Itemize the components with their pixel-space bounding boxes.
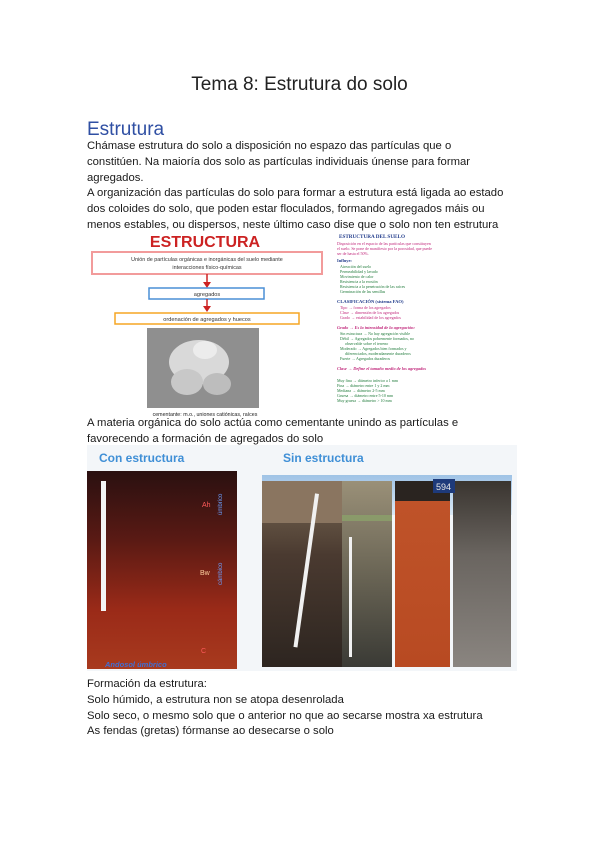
grado-list — [340, 331, 414, 361]
horizon-ah-label: Ah — [202, 502, 211, 509]
micrograph-caption: cementante: m.o., uniones catiónicas, raíces — [152, 412, 258, 418]
page-title: Tema 8: Estrutura do solo — [191, 74, 408, 95]
profile-without-structure-3 — [395, 481, 450, 667]
profile-with-structure — [87, 471, 237, 669]
clase-list — [337, 378, 399, 403]
grado-item: diferenciados, moderadamente duraderos — [345, 351, 411, 356]
paragraph-1 — [87, 139, 527, 186]
clasif-item: Grado → estabilidad de los agregados — [340, 315, 401, 320]
text-line: constitúen. Na maioría dos solo as partículas individuais únense para formar — [87, 155, 471, 168]
clase-item: Fina → diámetro entre 1 y 2 mm — [337, 383, 390, 388]
with-structure-label: Con estructura — [99, 451, 185, 465]
measuring-stick — [349, 537, 352, 657]
micrograph-aggregate — [193, 341, 217, 359]
text-line: A materia orgánica do solo actúa como cementante unindo as partículas e — [87, 417, 459, 429]
text-line: dos coloides do solo, que poden estar floculados, formando agregados máis ou — [87, 202, 485, 215]
clase-item: Gruesa → diámetro entre 5-10 mm — [337, 393, 394, 398]
influye-item: Germinación de las semillas — [340, 289, 386, 294]
measuring-tape — [101, 481, 106, 611]
profile-topsoil — [262, 481, 342, 523]
cement-box-line2: interacciones físico-químicas — [172, 265, 242, 271]
section-heading: Estrutura — [87, 119, 165, 140]
clasif-item: Clase → dimensión de los agregados — [340, 310, 400, 315]
profile-without-structure-4 — [453, 481, 511, 667]
clasif-item: Tipo → forma de los agregados — [340, 305, 391, 310]
influye-item: Resistencia a la erosión — [340, 279, 378, 284]
paragraph-4 — [87, 677, 527, 740]
grado-label: Grado → Es la intensidad de la agregación: — [337, 325, 415, 330]
grado-item: observable sobre el terreno — [345, 341, 389, 346]
horizon-bw-name: cámbico — [218, 562, 224, 585]
clase-label: Clase → Define el tamaño medio de los agregados — [337, 366, 427, 371]
soil-profiles-figure — [87, 445, 517, 671]
clase-item: Muy gruesa → diámetro > 10 mm — [337, 398, 392, 403]
text-line: agregados. — [87, 171, 144, 184]
paragraph-3 — [87, 416, 527, 448]
side-def-line: el suelo. Se pone de manifiesto por la porosidad, que puede — [337, 246, 433, 251]
plate-number: 594 — [436, 482, 452, 492]
side-title: ESTRUCTURA DEL SUELO — [339, 234, 406, 240]
influye-item: Resistencia a la penetración de las raíces — [340, 284, 406, 289]
aggregates-box-label: agregados — [193, 292, 221, 298]
cement-box-line1: Unión de partículas orgánicas e inorgánicas del suelo mediante — [131, 257, 283, 263]
grado-item: Fuerte → Agregados duraderos — [340, 356, 391, 361]
clase-item: Muy fina → diámetro inferior a 1 mm — [337, 378, 398, 383]
micrograph-aggregate — [171, 369, 203, 395]
diagram-title: ESTRUCTURA — [149, 234, 261, 251]
arrow-head — [203, 282, 211, 288]
ordering-box-label: ordenación de agregados y huecos — [163, 317, 251, 323]
influye-item: Movimiento de calor — [340, 274, 374, 279]
influye-list — [340, 264, 406, 294]
clasif-list — [340, 305, 401, 320]
horizon-c-label: C — [201, 648, 207, 655]
arrow-head — [203, 306, 211, 312]
text-line: Solo húmido, a estrutura non se atopa desenrolada — [87, 693, 344, 706]
profile-caption: Andosol úmbrico — [105, 660, 167, 669]
text-line: As fendas (gretas) fórmanse ao desecarse o solo — [87, 725, 334, 738]
micrograph-aggregate — [203, 373, 231, 395]
clase-item: Mediana → diámetro 2-5 mm — [337, 388, 385, 393]
text-line: favorecendo a formación de agregados do solo — [87, 432, 324, 445]
influye-item: Aireación del suelo — [340, 264, 372, 269]
paragraph-2 — [87, 186, 527, 233]
text-line: Chámase estrutura do solo a disposición no espazo das partículas que o — [87, 140, 452, 152]
without-structure-label: Sin estructura — [283, 451, 364, 465]
profile-vegetation — [342, 515, 392, 521]
influye-label: Influye: — [337, 258, 352, 263]
grado-item: Sin estructura → No hay agregación visible — [340, 331, 410, 336]
side-def-line: Disposición en el espacio de las partículas que constituyen — [337, 241, 431, 246]
influye-item: Permeabilidad y lavado — [340, 269, 378, 274]
grado-item: Débil → Agregados pobremente formados, no — [340, 336, 414, 341]
clasif-title: CLASIFICACIÓN (sistema FAO) — [337, 299, 404, 304]
horizon-bw-label: Bw — [200, 570, 210, 577]
structure-diagram-figure — [87, 232, 517, 418]
text-line: Formación da estrutura: — [87, 678, 207, 690]
text-line: A organización das partículas do solo para formar a estrutura está ligada ao estado — [87, 187, 504, 199]
text-line: Solo seco, o mesmo solo que o anterior no que ao secarse mostra xa estrutura — [87, 709, 483, 722]
side-def-line: ser de hasta el 50%. — [337, 251, 369, 256]
horizon-ah-name: úmbrico — [218, 493, 224, 515]
grado-item: Moderado → Agregados bien formados y — [340, 346, 407, 351]
text-line: menos estables, ou dispersos, neste último caso dise que o solo non ten estrutura — [87, 218, 499, 231]
